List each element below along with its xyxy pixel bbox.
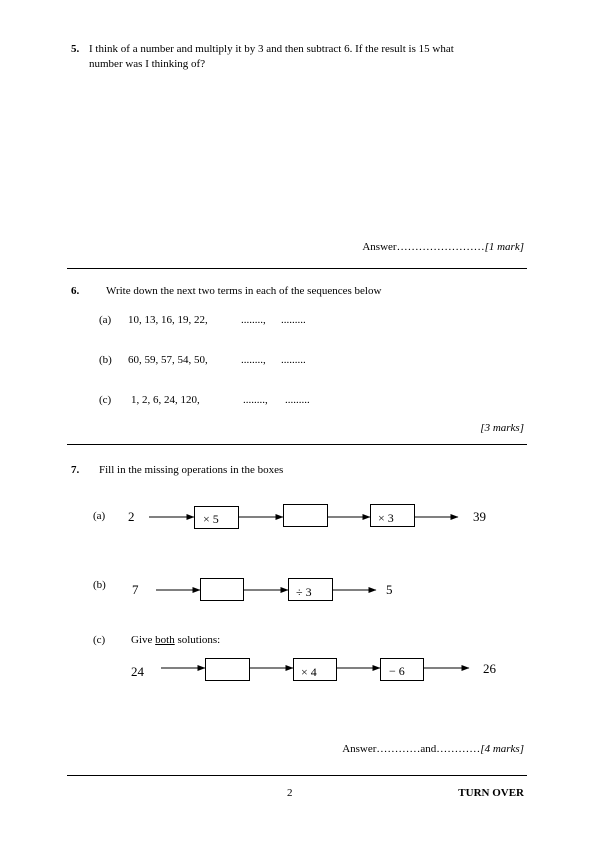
q7a-box1-op: × 5	[203, 512, 219, 526]
q5-text-line2: number was I thinking of?	[89, 58, 206, 70]
q7a-label: (a)	[93, 510, 106, 522]
page-number: 2	[287, 787, 293, 799]
q7b-start: 7	[132, 582, 139, 597]
q7-number: 7.	[71, 464, 80, 476]
q6a-blank1[interactable]: ........,	[241, 314, 266, 326]
q7c-label: (c)	[93, 634, 106, 646]
q7-answer-blank2[interactable]: …………	[436, 743, 481, 755]
q7b-label: (b)	[93, 579, 106, 591]
q6-text: Write down the next two terms in each of the sequences below	[106, 285, 382, 297]
q6b-sequence: 60, 59, 57, 54, 50,	[128, 354, 208, 366]
q6c-blank1[interactable]: ........,	[243, 394, 268, 406]
q6c-label: (c)	[99, 394, 112, 406]
q7c-box3	[380, 658, 424, 681]
q7c-box2-op: × 4	[301, 665, 317, 679]
q7a-box3-op: × 3	[378, 511, 394, 525]
q7c-box1-answer[interactable]	[205, 658, 250, 681]
q7c-instruction	[131, 634, 220, 646]
q5-answer-label: Answer	[362, 241, 397, 253]
q7a-start: 2	[128, 509, 135, 524]
q6a-blank2[interactable]: .........	[281, 314, 306, 326]
q6-marks: [3 marks]	[480, 422, 524, 434]
q7c-instruction-pre: Give	[131, 634, 156, 646]
q7a-box2-answer[interactable]	[283, 504, 328, 527]
q7-answer-line	[342, 743, 524, 755]
q7c-end: 26	[483, 661, 496, 676]
q7c-instruction-both: both	[155, 634, 175, 646]
q5-answer-dots[interactable]: ……………………	[396, 241, 485, 253]
q6-number: 6.	[71, 285, 80, 297]
q6b-blank1[interactable]: ........,	[241, 354, 266, 366]
q6b-label: (b)	[99, 354, 112, 366]
q7b-box2	[288, 578, 333, 601]
q6c-sequence: 1, 2, 6, 24, 120,	[131, 394, 200, 406]
q6b-blank2[interactable]: .........	[281, 354, 306, 366]
divider	[67, 775, 527, 776]
q7c-box3-op: − 6	[389, 664, 405, 678]
q7b-end: 5	[386, 582, 393, 597]
q5-text-line1: I think of a number and multiply it by 3 and then subtract 6. If the result is 15 what	[89, 43, 454, 55]
q5-marks: [1 mark]	[484, 241, 524, 253]
q7c-instruction-post: solutions:	[174, 634, 221, 646]
q7-text: Fill in the missing operations in the boxes	[99, 464, 284, 476]
q7-answer-blank1[interactable]: …………	[376, 743, 421, 755]
q7-answer-and: and	[420, 743, 437, 755]
q6a-sequence: 10, 13, 16, 19, 22,	[128, 314, 208, 326]
q7b-box1-answer[interactable]	[200, 578, 244, 601]
q7a-box3	[370, 504, 415, 527]
q7-marks: [4 marks]	[480, 743, 524, 755]
q6c-blank2[interactable]: .........	[285, 394, 310, 406]
q7c-start: 24	[131, 664, 144, 679]
q5-number: 5.	[71, 43, 80, 55]
q7b-box2-op: ÷ 3	[296, 585, 312, 599]
turn-over-label: TURN OVER	[458, 787, 524, 799]
q7-answer-label: Answer	[342, 743, 377, 755]
q6a-label: (a)	[99, 314, 112, 326]
q7c-box2	[293, 658, 337, 681]
q7a-end: 39	[473, 509, 486, 524]
q7a-box1	[194, 506, 239, 529]
